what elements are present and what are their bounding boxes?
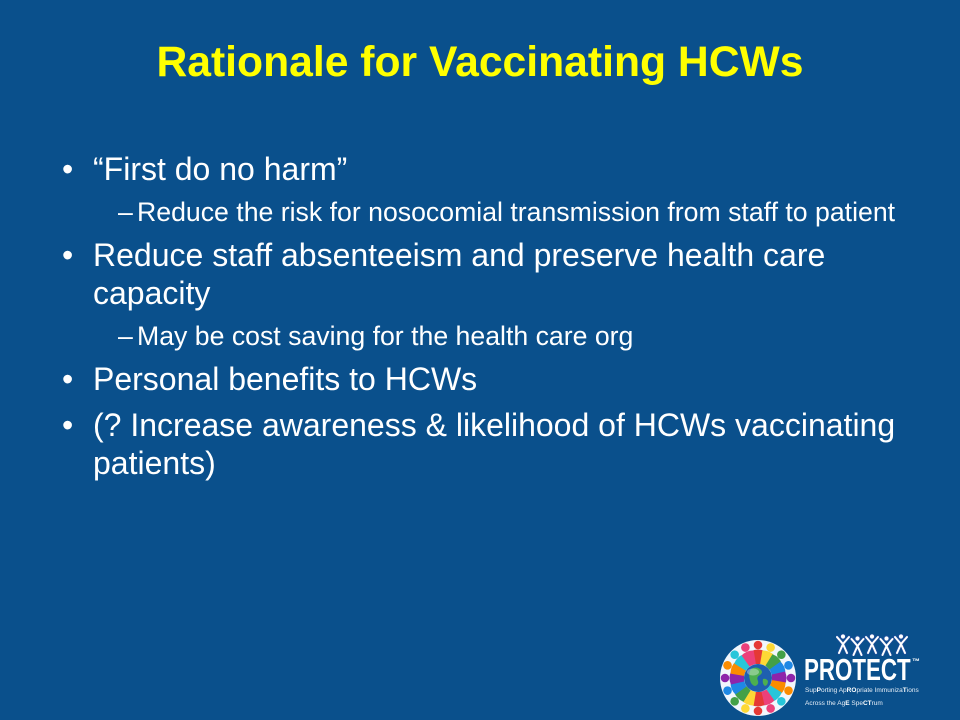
globe-highlight xyxy=(747,669,759,676)
sub-bullet-text: May be cost saving for the health care org xyxy=(137,321,634,351)
slide-title: Rationale for Vaccinating HCWs xyxy=(156,38,804,86)
bullet-marker: • xyxy=(62,151,74,187)
person-figure xyxy=(895,634,907,653)
logo-tagline-line-1: SupPorting ApROpriate ImmunizaTions xyxy=(805,687,919,694)
globe-people-icon xyxy=(716,636,800,720)
protect-logo xyxy=(700,630,960,720)
bullet-text: “First do no harm” xyxy=(93,151,348,187)
bullet-marker: • xyxy=(62,407,74,443)
sub-bullet-marker: – xyxy=(118,321,133,351)
person-head xyxy=(855,636,860,641)
person-figure xyxy=(866,634,878,653)
bullet-text: Personal benefits to HCWs xyxy=(93,361,478,397)
globe-figure-head xyxy=(754,641,763,650)
bullet-item xyxy=(62,406,913,482)
sub-bullet-marker: – xyxy=(118,197,133,227)
globe-figure-head xyxy=(787,674,796,683)
person-head xyxy=(840,634,845,639)
sub-bullet-item xyxy=(118,320,913,352)
person-head xyxy=(884,636,889,641)
person-head xyxy=(869,634,874,639)
bullet-item xyxy=(62,236,913,312)
bullet-marker: • xyxy=(62,361,74,397)
globe-figure-head xyxy=(754,707,763,716)
bullet-item xyxy=(62,150,913,188)
bullet-item xyxy=(62,360,913,398)
globe-figure-head xyxy=(721,674,730,683)
bullet-text: (? Increase awareness & likelihood of HCWs vaccinating patients) xyxy=(93,407,896,481)
logo-tagline-line-2: Across the AgE SpeCTrum xyxy=(805,700,883,707)
bullet-list xyxy=(0,150,960,482)
bullet-text: Reduce staff absenteeism and preserve health care capacity xyxy=(93,237,826,311)
logo-wordmark: PROTECT xyxy=(804,652,911,687)
sub-bullet-text: Reduce the risk for nosocomial transmission from staff to patient xyxy=(137,197,896,227)
person-figure xyxy=(837,634,849,653)
bullet-marker: • xyxy=(62,237,74,273)
logo-trademark: ™ xyxy=(912,657,920,666)
sub-bullet-item xyxy=(118,196,913,228)
person-head xyxy=(898,634,903,639)
